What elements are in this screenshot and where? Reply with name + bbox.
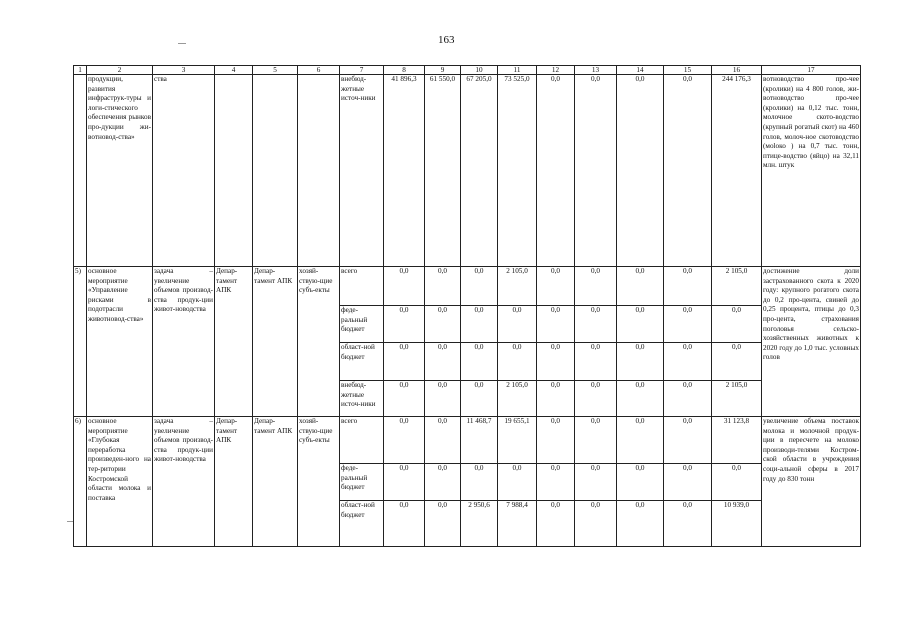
- measure-name: продукции, развития инфраструк-туры и логи-стического обеспечения рынков про-дукции жи-вотновод-ства»: [87, 75, 153, 267]
- funding-value: 0,0: [498, 464, 537, 501]
- funding-value: 0,0: [384, 343, 425, 381]
- funding-value: 0,0: [617, 306, 664, 343]
- funding-value: 0,0: [664, 267, 712, 306]
- funding-value: 0,0: [384, 306, 425, 343]
- co-executor: [253, 75, 298, 267]
- column-header: 15: [664, 66, 712, 75]
- co-executor: Депар-тамент АПК: [253, 417, 298, 547]
- funding-value: 0,0: [461, 464, 498, 501]
- funding-value: 0,0: [461, 343, 498, 381]
- funding-value: 0,0: [617, 75, 664, 267]
- funding-source: внебюд-жетные источ-ники: [340, 381, 384, 417]
- funding-value: 31 123,8: [712, 417, 762, 464]
- funding-source: област-ной бюджет: [340, 343, 384, 381]
- funding-value: 0,0: [425, 501, 461, 547]
- funding-value: 0,0: [537, 267, 575, 306]
- row-number: 6): [74, 417, 87, 547]
- funding-value: 0,0: [575, 501, 617, 547]
- funding-value: 0,0: [712, 343, 762, 381]
- measure-name: основное мероприятие «Управление рисками в подотрасли животновод-ства»: [87, 267, 153, 417]
- participants: хозяй-ствую-щие субъ-екты: [298, 267, 340, 417]
- funding-value: 10 939,0: [712, 501, 762, 547]
- funding-source: феде-ральный бюджет: [340, 306, 384, 343]
- funding-value: 0,0: [384, 501, 425, 547]
- funding-value: 0,0: [664, 306, 712, 343]
- funding-value: 0,0: [617, 267, 664, 306]
- funding-source: област-ной бюджет: [340, 501, 384, 547]
- funding-value: 0,0: [461, 267, 498, 306]
- funding-value: 0,0: [537, 306, 575, 343]
- expected-result: достижение доли застрахованного скота к 2020 году: крупного рогатого скота до 0,2 про-цента, свиней до 0,25 процента, птицы до 0,3 про-цента, страхования поголовья сельско-хозяйственных животных к 2020 году до 1,0 тыс. условных голов: [762, 267, 861, 417]
- column-header: 5: [253, 66, 298, 75]
- funding-value: 0,0: [537, 464, 575, 501]
- funding-value: 0,0: [425, 343, 461, 381]
- funding-value: 0,0: [498, 343, 537, 381]
- funding-value: 0,0: [461, 306, 498, 343]
- funding-value: 0,0: [617, 417, 664, 464]
- funding-value: 0,0: [617, 501, 664, 547]
- funding-value: 0,0: [425, 381, 461, 417]
- column-header: 4: [215, 66, 253, 75]
- funding-value: 0,0: [425, 267, 461, 306]
- funding-value: 0,0: [425, 464, 461, 501]
- funding-value: 0,0: [425, 417, 461, 464]
- column-header: 8: [384, 66, 425, 75]
- funding-value: 0,0: [537, 343, 575, 381]
- funding-value: 0,0: [617, 464, 664, 501]
- funding-value: 41 896,3: [384, 75, 425, 267]
- responsible-executor: [215, 75, 253, 267]
- column-header: 2: [87, 66, 153, 75]
- measure-name: основное мероприятие «Глубокая переработка произведен-ного на тер-ритории Костромской области молока и поставка: [87, 417, 153, 547]
- funding-value: 0,0: [664, 417, 712, 464]
- column-header: 7: [340, 66, 384, 75]
- funding-value: 0,0: [575, 75, 617, 267]
- funding-value: 0,0: [425, 306, 461, 343]
- funding-value: 0,0: [664, 381, 712, 417]
- funding-value: 0,0: [537, 501, 575, 547]
- funding-value: 0,0: [664, 501, 712, 547]
- column-header: 3: [153, 66, 215, 75]
- column-header: 1: [74, 66, 87, 75]
- column-header: 17: [762, 66, 861, 75]
- funding-value: 19 655,1: [498, 417, 537, 464]
- funding-value: 0,0: [575, 417, 617, 464]
- funding-value: 0,0: [384, 417, 425, 464]
- table-row: [74, 267, 861, 306]
- funding-value: 0,0: [384, 267, 425, 306]
- margin-mark: [178, 43, 186, 44]
- co-executor: Депар-тамент АПК: [253, 267, 298, 417]
- funding-source: внебюд-жетные источ-ники: [340, 75, 384, 267]
- expected-result: вотноводство про-чее (кролики) на 4 800 голов, жи-вотноводство про-чее (кролики) на 0,12 тыс. тонн, молочное ското-водство (крупный рогатый скот) на 460 голов, молоч-ное скотоводство (моloко ) на 0,7 тыс. тонн, птице-водство (яйцо) на 32,11 млн. штук: [762, 75, 861, 267]
- funding-source: всего: [340, 267, 384, 306]
- funding-value: 2 105,0: [498, 267, 537, 306]
- funding-value: 0,0: [575, 343, 617, 381]
- funding-value: 0,0: [712, 306, 762, 343]
- funding-value: 67 205,0: [461, 75, 498, 267]
- row-number: [74, 75, 87, 267]
- funding-value: 0,0: [575, 267, 617, 306]
- column-header: 11: [498, 66, 537, 75]
- page-number: 163: [438, 34, 455, 46]
- funding-value: 0,0: [498, 306, 537, 343]
- task-description: задача – увеличение объемов производ-ства продук-ции живот-новодства: [153, 417, 215, 547]
- table-row: [74, 417, 861, 464]
- column-header: 10: [461, 66, 498, 75]
- budget-table: [73, 65, 861, 547]
- funding-value: 2 105,0: [712, 381, 762, 417]
- funding-value: 0,0: [461, 381, 498, 417]
- column-header: 6: [298, 66, 340, 75]
- funding-value: 0,0: [384, 464, 425, 501]
- funding-value: 73 525,0: [498, 75, 537, 267]
- participants: [298, 75, 340, 267]
- funding-value: 0,0: [384, 381, 425, 417]
- funding-value: 0,0: [617, 381, 664, 417]
- funding-value: 0,0: [712, 464, 762, 501]
- funding-value: 2 105,0: [712, 267, 762, 306]
- task-description: задача – увеличение объемов производ-ства продук-ции живот-новодства: [153, 267, 215, 417]
- column-header: 13: [575, 66, 617, 75]
- row-number: 5): [74, 267, 87, 417]
- responsible-executor: Депар-тамент АПК: [215, 417, 253, 547]
- funding-value: 61 550,0: [425, 75, 461, 267]
- funding-value: 0,0: [664, 464, 712, 501]
- funding-value: 244 176,3: [712, 75, 762, 267]
- table-row: [74, 75, 861, 267]
- column-header: 9: [425, 66, 461, 75]
- funding-value: 0,0: [575, 306, 617, 343]
- funding-value: 0,0: [664, 75, 712, 267]
- funding-value: 0,0: [617, 343, 664, 381]
- funding-value: 0,0: [575, 381, 617, 417]
- funding-value: 11 468,7: [461, 417, 498, 464]
- funding-value: 7 988,4: [498, 501, 537, 547]
- column-header: 12: [537, 66, 575, 75]
- funding-value: 0,0: [537, 381, 575, 417]
- funding-value: 0,0: [537, 417, 575, 464]
- funding-value: 0,0: [664, 343, 712, 381]
- participants: хозяй-ствую-щие субъ-екты: [298, 417, 340, 547]
- funding-value: 2 950,6: [461, 501, 498, 547]
- funding-value: 2 105,0: [498, 381, 537, 417]
- expected-result: увеличение объема поставок молока и молочной продук-ции в пересчете на молоко производи-телями Костром-ской области в учреждения соци-альной сферы в 2017 году до 830 тонн: [762, 417, 861, 547]
- header-row: [74, 66, 861, 75]
- column-header: 14: [617, 66, 664, 75]
- funding-value: 0,0: [575, 464, 617, 501]
- funding-value: 0,0: [537, 75, 575, 267]
- funding-source: всего: [340, 417, 384, 464]
- funding-source: феде-ральный бюджет: [340, 464, 384, 501]
- column-header: 16: [712, 66, 762, 75]
- responsible-executor: Депар-тамент АПК: [215, 267, 253, 417]
- task-description: ства: [153, 75, 215, 267]
